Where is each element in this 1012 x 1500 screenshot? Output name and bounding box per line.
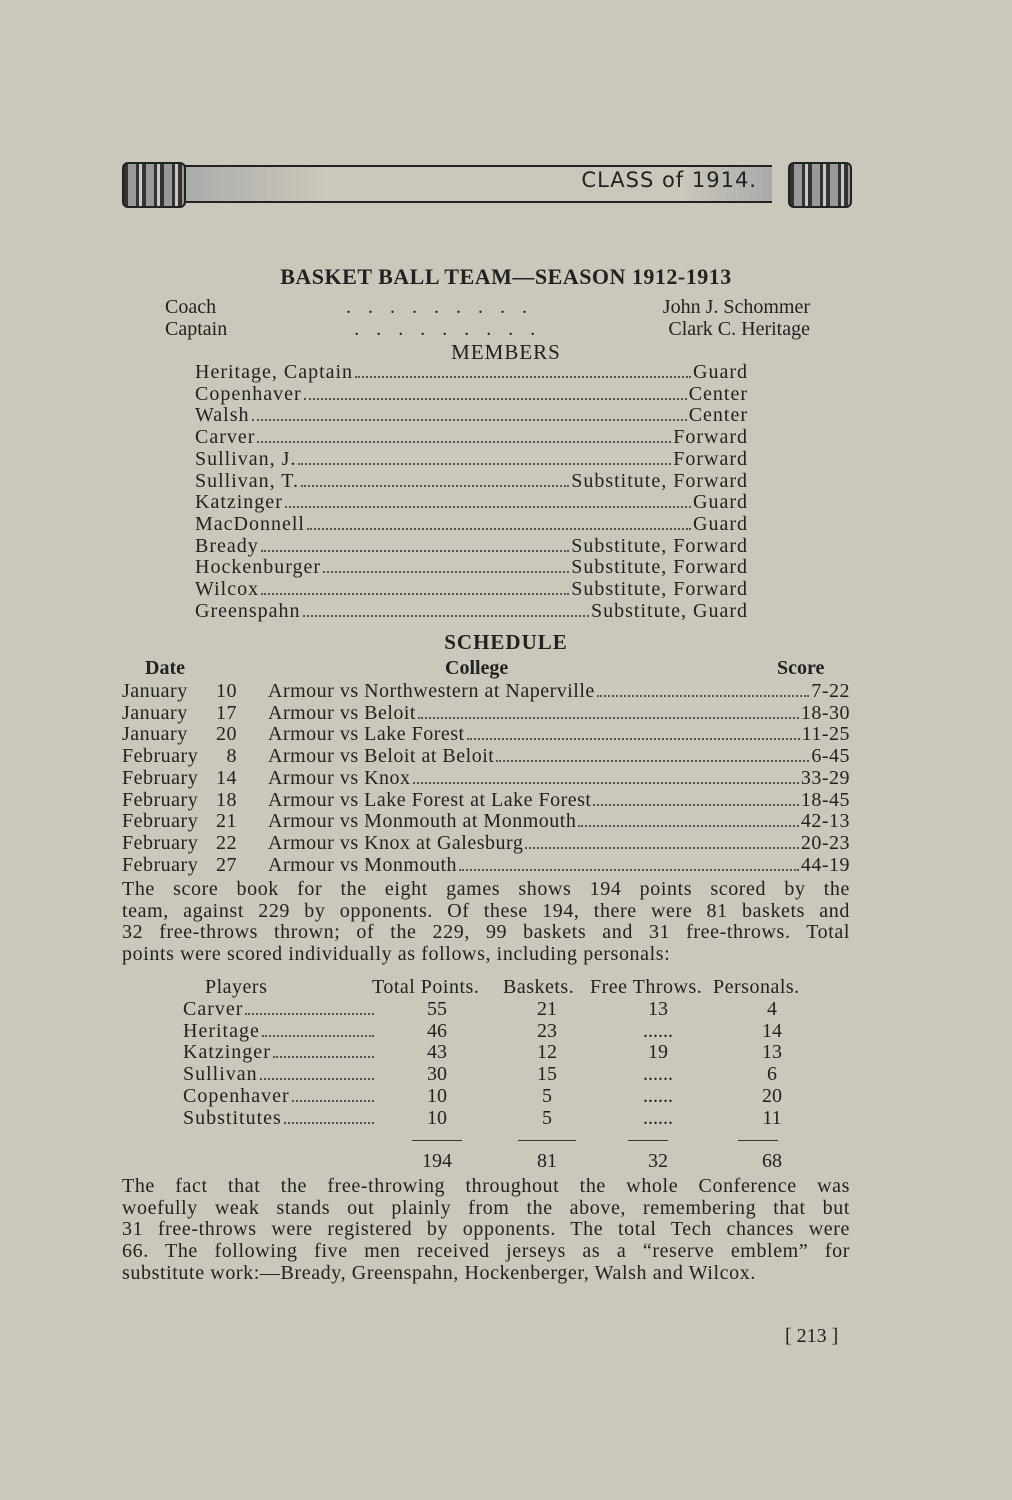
page-title: BASKET BALL TEAM—SEASON 1912-1913 <box>280 264 732 289</box>
stats-header: Players <box>205 976 268 998</box>
game-description: Armour vs Knox <box>268 766 411 789</box>
game-description: Armour vs Beloit <box>268 701 416 724</box>
member-name: Hockenburger <box>195 556 322 579</box>
date-month: February <box>122 831 199 854</box>
game-description: Armour vs Lake Forest <box>268 723 465 746</box>
member-position: Substitute, Guard <box>591 599 748 622</box>
date-day: 27 <box>216 853 237 876</box>
stat-free: ...... <box>643 1019 673 1042</box>
dot-leader <box>261 550 569 552</box>
game-score: 18-45 <box>800 788 850 811</box>
game-description: Armour vs Monmouth <box>268 853 457 876</box>
date-day: 10 <box>216 680 237 702</box>
member-row <box>195 600 748 622</box>
stats-header: Free Throws. <box>590 976 703 998</box>
paragraph-line: 66. The following five men received jerseys as a “reserve emblem” for <box>122 1240 850 1263</box>
game-score: 6-45 <box>811 745 850 768</box>
member-position: Center <box>688 382 748 405</box>
dot-leader <box>467 738 800 740</box>
game-score: 7-22 <box>811 680 850 702</box>
dot-leader <box>303 615 589 617</box>
scroll-ornament-left <box>122 162 186 208</box>
member-name: Carver <box>195 426 256 449</box>
player-name-cell <box>183 1085 376 1107</box>
date-day: 8 <box>226 745 237 768</box>
date-month: January <box>122 701 188 724</box>
dot-leader <box>496 760 809 762</box>
member-row <box>195 535 748 557</box>
stat-points: 10 <box>427 1084 447 1107</box>
player-name-cell <box>183 998 376 1020</box>
dot-leader <box>261 593 569 595</box>
schedule-row <box>268 789 850 811</box>
members-heading: MEMBERS <box>451 340 561 364</box>
member-row <box>195 556 748 578</box>
member-row <box>195 404 748 426</box>
player-name-cell <box>183 1107 376 1129</box>
game-description: Armour vs Knox at Galesburg <box>268 831 524 854</box>
player-name: Sullivan <box>183 1063 258 1086</box>
page-number: [ 213 ] <box>785 1325 839 1347</box>
dot-leader <box>355 376 691 378</box>
paragraph-line: substitute work:—Bready, Greenspahn, Hockenberger, Walsh and Wilcox. <box>122 1261 756 1284</box>
dot-leader <box>284 1122 374 1124</box>
date-month: February <box>122 766 199 789</box>
total-rule <box>738 1140 778 1141</box>
member-row <box>195 448 748 470</box>
member-position: Forward <box>673 426 748 449</box>
official-role: Coach <box>165 296 217 318</box>
dot-leader <box>304 398 687 400</box>
game-description: Armour vs Lake Forest at Lake Forest <box>268 788 592 811</box>
dot-leader <box>301 485 569 487</box>
member-row <box>195 361 748 383</box>
player-name-cell <box>183 1063 376 1085</box>
member-position: Substitute, Forward <box>571 578 748 600</box>
dot-leader: . . . . . . . . . <box>354 318 542 340</box>
player-name: Carver <box>183 998 244 1020</box>
schedule-row <box>268 810 850 832</box>
date-day: 22 <box>216 831 237 854</box>
member-name: Bready <box>195 534 259 557</box>
game-score: 20-23 <box>800 831 850 854</box>
total-points: 194 <box>422 1150 452 1172</box>
member-row <box>195 491 748 513</box>
stat-free: 13 <box>648 998 668 1020</box>
dot-leader <box>260 1078 374 1080</box>
member-name: MacDonnell <box>195 512 305 535</box>
date-month: January <box>122 723 188 746</box>
dot-leader: . . . . . . . . . <box>345 296 533 318</box>
dot-leader <box>285 506 691 508</box>
stats-header: Baskets. <box>503 976 575 998</box>
paragraph-line: 32 free-throws thrown; of the 229, 99 baskets and 31 free-throws. Total <box>122 921 850 944</box>
dot-leader <box>593 804 798 806</box>
stat-personals: 13 <box>762 1041 782 1064</box>
schedule-row <box>268 832 850 854</box>
paragraph-line: 31 free-throws were registered by opponents. The total Tech chances were <box>122 1218 850 1241</box>
member-name: Copenhaver <box>195 382 302 405</box>
member-position: Forward <box>673 447 748 470</box>
dot-leader <box>597 695 810 697</box>
stat-baskets: 12 <box>537 1041 557 1064</box>
official-role: Captain <box>165 318 228 340</box>
stats-header: Personals. <box>713 976 800 998</box>
date-month: February <box>122 788 199 811</box>
date-month: January <box>122 680 188 702</box>
dot-leader <box>257 441 671 443</box>
schedule-date <box>122 854 237 876</box>
stat-baskets: 5 <box>542 1106 552 1129</box>
member-position: Guard <box>693 361 748 383</box>
schedule-date <box>122 810 237 832</box>
member-position: Center <box>688 404 748 427</box>
dot-leader <box>578 825 798 827</box>
total-personals: 68 <box>762 1150 782 1172</box>
member-row <box>195 383 748 405</box>
total-rule <box>628 1140 668 1141</box>
schedule-header-date: Date <box>145 657 185 679</box>
stat-points: 10 <box>427 1106 447 1129</box>
official-name: John J. Schommer <box>662 296 810 318</box>
dot-leader <box>307 528 691 530</box>
banner-text: CLASS of 1914. <box>581 168 757 192</box>
game-score: 44-19 <box>800 853 850 876</box>
dot-leader <box>413 782 799 784</box>
member-position: Substitute, Forward <box>571 556 748 579</box>
stat-personals: 6 <box>767 1063 777 1086</box>
member-row <box>195 426 748 448</box>
schedule-date <box>122 680 237 702</box>
game-description: Armour vs Northwestern at Naperville <box>268 680 595 702</box>
date-day: 18 <box>216 788 237 811</box>
dot-leader <box>245 1013 374 1015</box>
total-free-throws: 32 <box>648 1150 668 1172</box>
stat-baskets: 23 <box>537 1019 557 1042</box>
total-baskets: 81 <box>537 1150 557 1172</box>
stat-points: 30 <box>427 1063 447 1086</box>
schedule-date <box>122 832 237 854</box>
dot-leader <box>323 571 569 573</box>
official-row <box>165 296 810 318</box>
schedule-header-college: College <box>445 657 509 679</box>
stat-points: 55 <box>427 998 447 1020</box>
member-name: Sullivan, T. <box>195 469 300 492</box>
schedule-row <box>268 723 850 745</box>
game-score: 18-30 <box>800 701 850 724</box>
paragraph-line: points were scored individually as follows, including personals: <box>122 943 671 966</box>
official-name: Clark C. Heritage <box>668 318 810 340</box>
member-name: Katzinger <box>195 491 283 514</box>
date-day: 20 <box>216 723 237 746</box>
stat-free: 19 <box>648 1041 668 1064</box>
dot-leader <box>298 463 671 465</box>
player-name-cell <box>183 1041 376 1063</box>
total-rule <box>412 1140 462 1141</box>
class-banner <box>122 162 852 208</box>
player-name-cell <box>183 1020 376 1042</box>
game-score: 33-29 <box>800 766 850 789</box>
date-month: February <box>122 745 199 768</box>
schedule-row <box>268 854 850 876</box>
game-score: 11-25 <box>801 723 850 746</box>
schedule-date <box>122 767 237 789</box>
official-row <box>165 318 810 340</box>
paragraph-line: team, against 229 by opponents. Of these 194, there were 81 baskets and <box>122 899 850 922</box>
member-position: Guard <box>693 512 748 535</box>
schedule-row <box>268 680 850 702</box>
stats-header: Total Points. <box>372 976 480 998</box>
paragraph-line: woefully weak stands out plainly from the above, remembering that but <box>122 1196 850 1219</box>
date-day: 17 <box>216 701 237 724</box>
schedule-date <box>122 702 237 724</box>
member-row <box>195 513 748 535</box>
dot-leader <box>262 1035 374 1037</box>
stat-free: ...... <box>643 1106 673 1129</box>
paragraph-line: The score book for the eight games shows 194 points scored by the <box>122 878 850 900</box>
stat-points: 46 <box>427 1019 447 1042</box>
stat-personals: 20 <box>762 1084 782 1107</box>
member-name: Heritage, Captain <box>195 361 354 383</box>
stat-free: ...... <box>643 1063 673 1086</box>
game-description: Armour vs Monmouth at Monmouth <box>268 810 577 833</box>
date-month: February <box>122 853 199 876</box>
player-name: Copenhaver <box>183 1084 290 1107</box>
dot-leader <box>525 847 799 849</box>
member-name: Walsh <box>195 404 250 427</box>
player-name: Katzinger <box>183 1041 271 1064</box>
player-name: Substitutes <box>183 1106 282 1129</box>
schedule-row <box>268 702 850 724</box>
member-row <box>195 470 748 492</box>
schedule-date <box>122 745 237 767</box>
schedule-date <box>122 789 237 811</box>
member-position: Substitute, Forward <box>571 469 748 492</box>
player-name: Heritage <box>183 1019 260 1042</box>
member-name: Greenspahn <box>195 599 301 622</box>
schedule-header-score: Score <box>777 657 825 679</box>
member-position: Guard <box>693 491 748 514</box>
stat-personals: 14 <box>762 1019 782 1042</box>
game-score: 42-13 <box>800 810 850 833</box>
paragraph-line: The fact that the free-throwing throughout the whole Conference was <box>122 1175 850 1197</box>
stat-personals: 11 <box>762 1106 782 1129</box>
stat-free: ...... <box>643 1084 673 1107</box>
date-day: 21 <box>216 810 237 833</box>
stat-personals: 4 <box>767 998 777 1020</box>
stat-baskets: 15 <box>537 1063 557 1086</box>
stat-baskets: 5 <box>542 1084 552 1107</box>
member-name: Wilcox <box>195 578 260 600</box>
member-row <box>195 578 748 600</box>
date-day: 14 <box>216 766 237 789</box>
member-name: Sullivan, J. <box>195 447 297 470</box>
date-month: February <box>122 810 199 833</box>
schedule-heading: SCHEDULE <box>444 630 568 654</box>
schedule-row <box>268 767 850 789</box>
dot-leader <box>273 1056 374 1058</box>
stat-baskets: 21 <box>537 998 557 1020</box>
dot-leader <box>292 1100 374 1102</box>
dot-leader <box>418 717 799 719</box>
dot-leader <box>252 419 687 421</box>
stat-points: 43 <box>427 1041 447 1064</box>
schedule-row <box>268 745 850 767</box>
dot-leader <box>459 869 799 871</box>
total-rule <box>518 1140 576 1141</box>
scroll-ornament-right <box>788 162 852 208</box>
schedule-date <box>122 723 237 745</box>
member-position: Substitute, Forward <box>571 534 748 557</box>
game-description: Armour vs Beloit at Beloit <box>268 745 495 768</box>
